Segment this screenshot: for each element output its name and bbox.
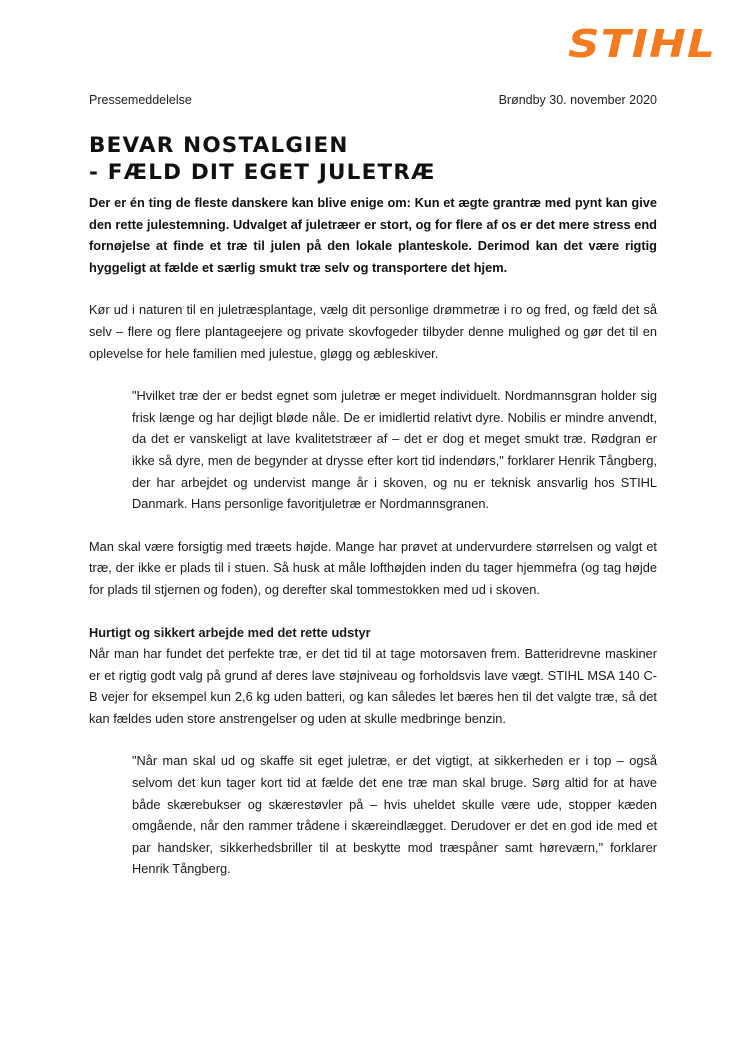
quote-1: "Hvilket træ der er bedst egnet som juletræ er meget individuelt. Nordmannsgran holder sig frisk længe og har dejligt bløde nåle. De er imidlertid relativt dyre. Nobilis er mindre anvendt, da det er vanskeligt at lave kvalitetstræer af – det er dog et meget smukt træ. Rødgran er ikke så dyre, men de begynder at drysse efter kort tid indendørs," forklarer Henrik Tångberg, der har arbejdet og undervist mange år i skoven, og nu er teknisk ansvarlig hos STIHL Danmark. Hans personlige favoritjuletræ er Nordmannsgranen. <box>132 388 657 512</box>
lead-paragraph: Der er én ting de fleste danskere kan blive enige om: Kun et ægte grantræ med pynt kan give den rette julestemning. Udvalget af juletræer er stort, og for flere af os er det mere stress end fornøjelse at finde et træ til julen på den lokale planteskole. Derimod kan det være rigtig hyggeligt at fælde et særlig smukt træ selv og transportere det hjem. <box>89 195 657 275</box>
place-date: Brøndby 30. november 2020 <box>498 93 657 107</box>
document-type: Pressemeddelelse <box>89 93 192 107</box>
paragraph-2: Man skal være forsigtig med træets højde. Mange har prøvet at undervurdere størrelsen og valgt et træ, der ikke er plads til i stuen. Så husk at måle lofthøjden inden du tager hjemmefra (og tag højde for plads til stjernen og foden), og derefter skal tommestokken med ud i skoven. <box>89 538 657 597</box>
paragraph-1: Kør ud i naturen til en juletræsplantage, vælg dit personlige drømmetræ i ro og fred, og fæld det så selv – flere og flere plantageejere og private skovfogeder tilbyder denne mulighed og gør det til en oplevelse for hele familien med julestue, gløgg og æbleskiver. <box>89 302 657 361</box>
article-body <box>89 132 657 880</box>
stihl-logo-text: STIHL <box>568 24 716 62</box>
quote-2: "Når man skal ud og skaffe sit eget juletræ, er det vigtigt, at sikkerheden er i top – også selvom det kun tager kort tid at fælde det ene træ man skal bruge. Sørg altid for at have både skærebukser og skærestøvler på – hvis uheldet skulle være ude, stopper kæden omgående, når den rammer trådene i skæreindlægget. Derudover er det en god ide med et par handsker, sikkerhedsbriller til at beskytte mod træspåner samt høreværn," forklarer Henrik Tångberg. <box>132 753 657 877</box>
paragraph-3: Når man har fundet det perfekte træ, er det tid til at tage motorsaven frem. Batteridrevne maskiner er et rigtig godt valg på grund af deres lave støjniveau og forholdsvis lave vægt. STIHL MSA 140 C-B vejer for eksempel kun 2,6 kg uden batteri, og kan således let bæres hen til det valgte træ, så det kan fældes uden store anstrengelser og uden at skulle medbringe benzin. <box>89 646 657 726</box>
title-line-1: BEVAR NOSTALGIEN <box>89 133 349 158</box>
stihl-logo <box>566 24 718 62</box>
section-subheading: Hurtigt og sikkert arbejde med det rette udstyr <box>89 624 371 640</box>
title-line-2: - FÆLD DIT EGET JULETRÆ <box>89 160 436 185</box>
article-title <box>89 132 657 186</box>
document-meta <box>89 93 657 107</box>
